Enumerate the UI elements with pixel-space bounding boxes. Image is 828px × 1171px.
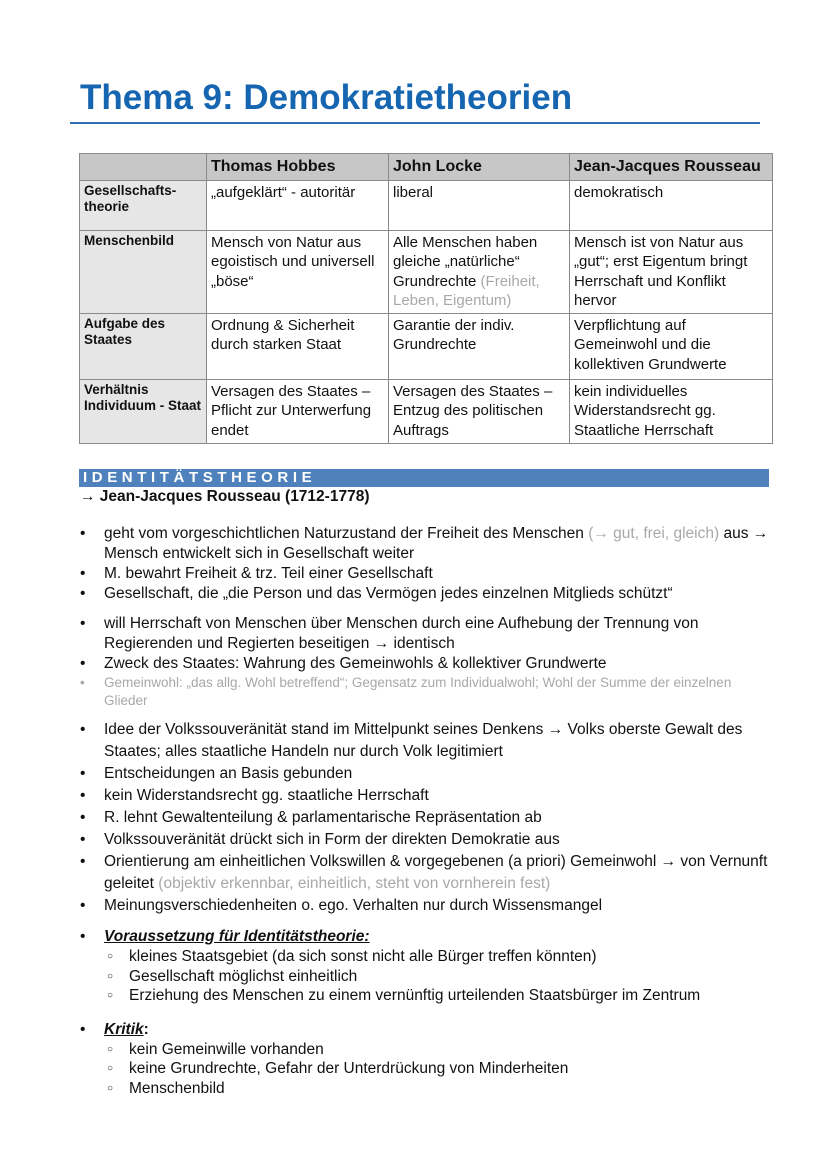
table-cell-hobbes: Ordnung & Sicherheit durch starken Staat bbox=[207, 313, 389, 379]
list-item: • Zweck des Staates: Wahrung des Gemeinwohls & kollektiver Grundwerte bbox=[80, 654, 770, 674]
table-row bbox=[80, 379, 773, 443]
list-item: • will Herrschaft von Menschen über Menschen durch eine Aufhebung der Trennung von Regierenden und Regierten beseitigen → identisch bbox=[80, 614, 770, 654]
comparison-table bbox=[79, 153, 773, 444]
table-cell-rousseau: kein individuelles Widerstandsrecht gg. Staatliche Herrschaft bbox=[570, 379, 773, 443]
sub-list-item: ○ Gesellschaft möglichst einheitlich bbox=[104, 967, 770, 987]
bullet-list bbox=[80, 524, 770, 1098]
list-item bbox=[80, 524, 770, 564]
section-subheading: → Jean-Jacques Rousseau (1712-1778) bbox=[80, 488, 370, 505]
bullet-text: geht vom vorgeschichtlichen Naturzustand der Freiheit des Menschen bbox=[104, 525, 589, 542]
bullet-text: Orientierung am einheitlichen Volkswillen & vorgegebenen (a priori) Gemeinwohl → von Vernunft geleitet bbox=[104, 853, 768, 892]
table-row bbox=[80, 313, 773, 379]
page-title: Thema 9: Demokratietheorien bbox=[80, 78, 573, 117]
table-row bbox=[80, 230, 773, 313]
list-item: • Volkssouveränität drückt sich in Form der direkten Demokratie aus bbox=[80, 829, 770, 851]
column-header-hobbes: Thomas Hobbes bbox=[207, 154, 389, 181]
sub-list-item: ○ Erziehung des Menschen zu einem vernünftig urteilenden Staatsbürger im Zentrum bbox=[104, 986, 770, 1006]
sub-list-item: ○ Menschenbild bbox=[104, 1079, 770, 1099]
table-cell-hobbes: Versagen des Staates – Pflicht zur Unterwerfung endet bbox=[207, 379, 389, 443]
table-cell-locke bbox=[389, 230, 570, 313]
list-item: • Entscheidungen an Basis gebunden bbox=[80, 763, 770, 785]
list-item: • R. lehnt Gewaltenteilung & parlamentarische Repräsentation ab bbox=[80, 807, 770, 829]
table-cell-locke: Garantie der indiv. Grundrechte bbox=[389, 313, 570, 379]
list-item: • Gemeinwohl: „das allg. Wohl betreffend“; Gegensatz zum Individualwohl; Wohl der Summe der einzelnen Glieder bbox=[80, 674, 770, 709]
section-band-title: IDENTITÄTSTHEORIE bbox=[79, 469, 769, 487]
table-cell-locke: Versagen des Staates – Entzug des politischen Auftrags bbox=[389, 379, 570, 443]
cell-muted-text: (Freiheit, Leben, Eigentum) bbox=[393, 272, 540, 309]
list-item: • M. bewahrt Freiheit & trz. Teil einer Gesellschaft bbox=[80, 564, 770, 584]
column-header-locke: John Locke bbox=[389, 154, 570, 181]
table-cell-rousseau: Mensch ist von Natur aus „gut“; erst Eigentum bringt Herrschaft und Konflikt hervor bbox=[570, 230, 773, 313]
table-row bbox=[80, 180, 773, 230]
bullet-muted-text: (→ gut, frei, gleich) bbox=[588, 525, 720, 542]
prerequisites-list bbox=[104, 947, 770, 1006]
bullet-muted-text: (objektiv erkennbar, einheitlich, steht von vornherein fest) bbox=[158, 875, 551, 892]
row-header: Aufgabe des Staates bbox=[80, 313, 207, 379]
row-header: Gesellschafts-theorie bbox=[80, 180, 207, 230]
row-header: Verhältnis Individuum - Staat bbox=[80, 379, 207, 443]
table-cell-locke: liberal bbox=[389, 180, 570, 230]
table-header-row bbox=[80, 154, 773, 181]
critique-label: Kritik bbox=[104, 1020, 144, 1038]
table-cell-hobbes: Mensch von Natur aus egoistisch und universell „böse“ bbox=[207, 230, 389, 313]
cell-text: Alle Menschen haben gleiche „natürliche“ Grundrechte bbox=[393, 233, 538, 290]
sub-list-item: ○ kein Gemeinwille vorhanden bbox=[104, 1040, 770, 1060]
table-corner-cell bbox=[80, 154, 207, 181]
list-item-prerequisites bbox=[80, 927, 770, 1006]
list-item: • Gesellschaft, die „die Person und das Vermögen jedes einzelnen Mitglieds schützt“ bbox=[80, 584, 770, 604]
list-item bbox=[80, 851, 770, 895]
table-cell-rousseau: Verpflichtung auf Gemeinwohl und die kollektiven Grundwerte bbox=[570, 313, 773, 379]
row-header: Menschenbild bbox=[80, 230, 207, 313]
bullet-text-tail: aus → Mensch entwickelt sich in Gesellschaft weiter bbox=[104, 525, 769, 562]
column-header-rousseau: Jean-Jacques Rousseau bbox=[570, 154, 773, 181]
sub-list-item: ○ kleines Staatsgebiet (da sich sonst nicht alle Bürger treffen könnten) bbox=[104, 947, 770, 967]
list-item: • Meinungsverschiedenheiten o. ego. Verhalten nur durch Wissensmangel bbox=[80, 895, 770, 917]
title-underline bbox=[70, 122, 760, 124]
list-item: • kein Widerstandsrecht gg. staatliche Herrschaft bbox=[80, 785, 770, 807]
prerequisites-label: Voraussetzung für Identitätstheorie: bbox=[104, 928, 370, 945]
list-item: • Idee der Volkssouveränität stand im Mittelpunkt seines Denkens → Volks oberste Gewalt des Staates; alles staatliche Handeln nur durch Volk legitimiert bbox=[80, 719, 770, 763]
table-cell-hobbes: „aufgeklärt“ - autoritär bbox=[207, 180, 389, 230]
critique-colon: : bbox=[143, 1020, 149, 1038]
table-cell-rousseau: demokratisch bbox=[570, 180, 773, 230]
list-item-critique bbox=[80, 1020, 770, 1099]
sub-list-item: ○ keine Grundrechte, Gefahr der Unterdrückung von Minderheiten bbox=[104, 1059, 770, 1079]
critique-list bbox=[104, 1040, 770, 1099]
